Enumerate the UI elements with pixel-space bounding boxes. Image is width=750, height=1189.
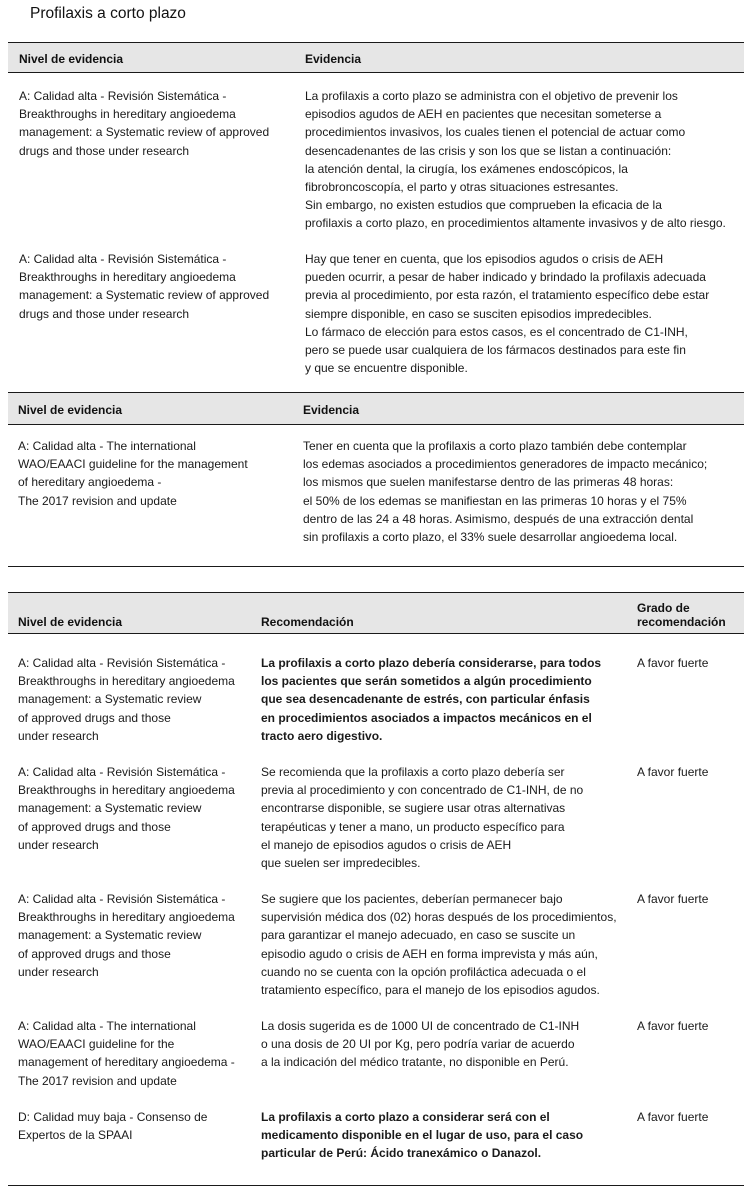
- table-header: [8, 42, 744, 73]
- table-header: [8, 392, 744, 425]
- rec-row2-level: A: Calidad alta - Revisión Sistemática - Breakthroughs in hereditary angioedema management: a Systematic review of approved drugs and those under research: [18, 765, 235, 852]
- rec-row3-recommendation: Se sugiere que los pacientes, deberían permanecer bajo supervisión médica dos (02) horas después de los procedimientos, para garantizar el manejo adecuado, en caso se suscite un episodio agudo o crisis de AEH en forma imprevista y más aún, cuando no se cuenta con la opción profiláctica adecuada o el tratamiento específico, para el manejo de los episodios agudos.: [261, 892, 617, 998]
- rec-row4-recommendation: La dosis sugerida es de 1000 UI de concentrado de C1-INH o una dosis de 20 UI por Kg, pero podría variar de acuerdo a la indicación del médico tratante, no disponible en Perú.: [261, 1019, 580, 1070]
- table-header: [8, 592, 744, 634]
- evidence-table-1: [8, 42, 744, 392]
- recommendation-table: [8, 592, 744, 1188]
- row2-evidence: Hay que tener en cuenta, que los episodios agudos o crisis de AEH pueden ocurrir, a pesar de haber indicado y brindado la profilaxis adecuada previa al procedimiento, por esta razón, el tratamiento específico debe estar siempre disponible, en caso se susciten episodios impredecibles. Lo fármaco de elección para estos casos, es el concentrado de C1-INH, pero se puede usar cualquiera de los fármacos destinados para este fin y que se encuentre disponible.: [305, 252, 710, 376]
- rec-row1-recommendation: La profilaxis a corto plazo debería considerarse, para todos los pacientes que serán sometidos a algún procedimiento que sea desencadenante de estrés, con particular énfasis en procedimientos asociados a impactos mecánicos en el tracto aero digestivo.: [261, 656, 602, 743]
- header-level: Nivel de evidencia: [18, 615, 123, 629]
- table-3-bottom-rule: [8, 1185, 744, 1186]
- rec-row1-grade: A favor fuerte: [637, 656, 709, 670]
- row2-level: A: Calidad alta - Revisión Sistemática - Breakthroughs in hereditary angioedema management: a Systematic review of approved drugs and those under research: [19, 252, 270, 321]
- header-grade: Grado de recomendación: [637, 601, 726, 629]
- header-level: Nivel de evidencia: [18, 403, 123, 417]
- rec-row5-grade: A favor fuerte: [637, 1110, 709, 1124]
- table-2-bottom-rule: [8, 566, 744, 567]
- row1-level: A: Calidad alta - Revisión Sistemática - Breakthroughs in hereditary angioedema management: a Systematic review of approved drugs and those under research: [19, 89, 270, 158]
- row1-level: A: Calidad alta - The international WAO/EAACI guideline for the management of hereditary angioedema - The 2017 revision and update: [18, 439, 248, 508]
- rec-row4-level: A: Calidad alta - The international WAO/EAACI guideline for the management of hereditary angioedema - The 2017 revision and update: [18, 1019, 235, 1088]
- header-evidence: Evidencia: [303, 403, 360, 417]
- rec-row1-level: A: Calidad alta - Revisión Sistemática - Breakthroughs in hereditary angioedema management: a Systematic review of approved drugs and those under research: [18, 656, 235, 743]
- evidence-table-2: [8, 392, 744, 567]
- rec-row4-grade: A favor fuerte: [637, 1019, 709, 1033]
- rec-row5-level: D: Calidad muy baja - Consenso de Expertos de la SPAAI: [18, 1110, 208, 1143]
- rec-row3-level: A: Calidad alta - Revisión Sistemática - Breakthroughs in hereditary angioedema management: a Systematic review of approved drugs and those under research: [18, 892, 235, 979]
- header-level: Nivel de evidencia: [19, 52, 124, 66]
- rec-row5-recommendation: La profilaxis a corto plazo a considerar será con el medicamento disponible en el lugar de uso, para el caso particular de Perú: Ácido tranexámico o Danazol.: [261, 1110, 584, 1161]
- row1-evidence: Tener en cuenta que la profilaxis a corto plazo también debe contemplar los edemas asociados a procedimientos generadores de impacto mecánico; los mismos que suelen manifestarse dentro de las primeras 48 horas: el 50% de los edemas se manifiestan en las primeras 10 horas y el 75% dentro de las 24 a 48 horas. Asimismo, después de una extracción dental sin profilaxis a corto plazo, el 33% suele desarrollar angioedema local.: [303, 439, 708, 545]
- rec-row2-grade: A favor fuerte: [637, 765, 709, 779]
- rec-row3-grade: A favor fuerte: [637, 892, 709, 906]
- page-title: Profilaxis a corto plazo: [30, 5, 186, 22]
- rec-row2-recommendation: Se recomienda que la profilaxis a corto plazo debería ser previa al procedimiento y con concentrado de C1-INH, de no encontrarse disponible, se sugiere usar otras alternativas terapéuticas y tener a mano, un producto específico para el manejo de episodios agudos o crisis de AEH que suelen ser impredecibles.: [261, 765, 584, 871]
- header-recommendation: Recomendación: [261, 615, 354, 629]
- row1-evidence: La profilaxis a corto plazo se administra con el objetivo de prevenir los episodios agudos de AEH en pacientes que necesitan someterse a procedimientos invasivos, los cuales tienen el potencial de actuar como desencadenantes de las crisis y son los que se listan a continuación: la atención dental, la cirugía, los exámenes endoscópicos, la fibrobroncoscopía, el parto y otras situaciones estresantes. Sin embargo, no existen estudios que comprueben la eficacia de la profilaxis a corto plazo, en procedimientos altamente invasivos y de alto riesgo.: [305, 89, 726, 231]
- header-evidence: Evidencia: [305, 52, 362, 66]
